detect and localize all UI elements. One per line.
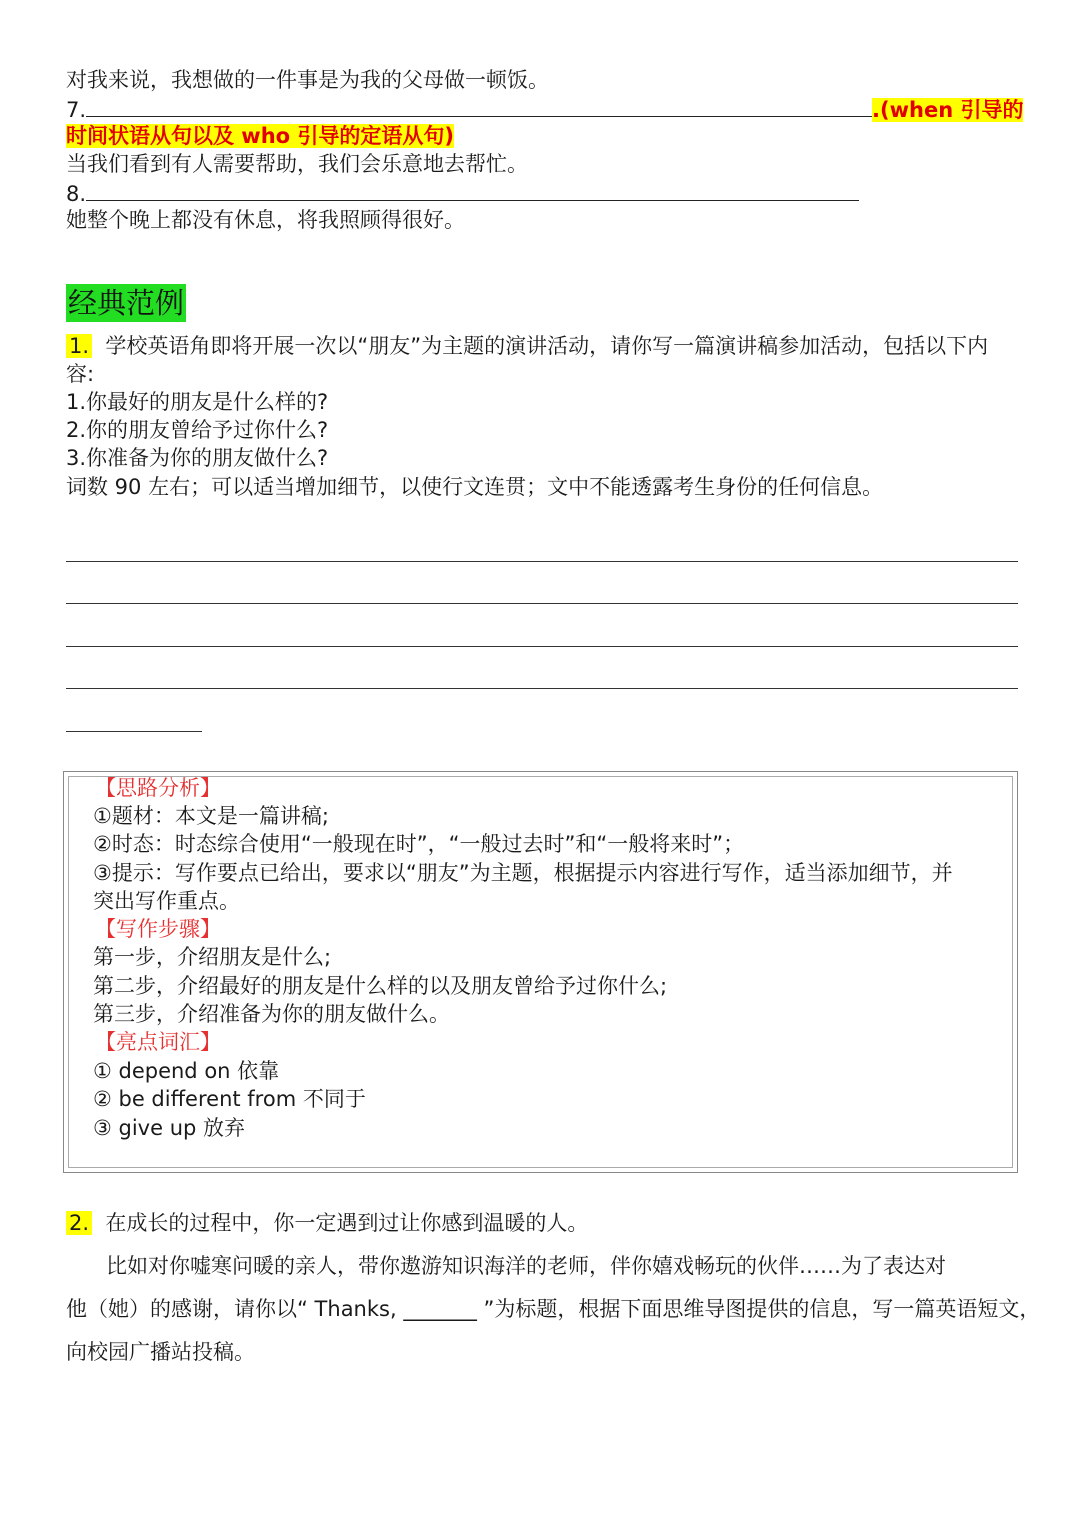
sentence-line-3: 当我们看到有人需要帮助，我们会乐意地去帮忙。 (66, 152, 528, 176)
question-7-answer-blank[interactable] (86, 94, 872, 117)
question-8-line (66, 178, 859, 208)
analysis-item-2: ②时态：时态综合使用“一般现在时”，“一般过去时”和“一般将来时”； (93, 832, 745, 856)
task1-number: 1. (66, 334, 92, 358)
task2-paragraph-line1: 比如对你嘘寒问暖的亲人，带你遨游知识海洋的老师，伴你嬉戏畅玩的伙伴……为了表达对 (106, 1254, 946, 1278)
section-title: 经典范例 (68, 286, 185, 320)
task2-number: 2. (66, 1211, 92, 1235)
task2-intro (66, 1209, 588, 1237)
question-8-number: 8. (66, 182, 87, 206)
question-7-line (66, 94, 1023, 124)
step-1: 第一步，介绍朋友是什么; (93, 945, 332, 969)
task1-requirement: 词数 90 左右；可以适当增加细节，以使行文连贯；文中不能透露考生身份的任何信息。 (66, 475, 884, 499)
task1-prompt-line2: 容: (66, 362, 95, 386)
question-7-note-line2: 时间状语从句以及 who 引导的定语从句) (66, 124, 454, 148)
step-2: 第二步，介绍最好的朋友是什么样的以及朋友曾给予过你什么; (93, 974, 668, 998)
analysis-heading-approach: 【思路分析】 (95, 776, 221, 800)
analysis-item-3: ③提示：写作要点已给出，要求以“朋友”为主题，根据提示内容进行写作，适当添加细节，并 (93, 861, 953, 885)
task2-intro-text: 在成长的过程中，你一定遇到过让你感到温暖的人。 (105, 1211, 589, 1235)
writing-line-1[interactable] (66, 561, 1018, 562)
vocab-item-1: ① depend on 依靠 (93, 1059, 280, 1083)
task1-prompt (66, 332, 988, 360)
task1-point-2: 2.你的朋友曾给予过你什么? (66, 418, 329, 442)
step-3: 第三步，介绍准备为你的朋友做什么。 (93, 1002, 450, 1026)
writing-line-3[interactable] (66, 646, 1018, 647)
writing-line-4[interactable] (66, 688, 1018, 689)
analysis-item-1: ①题材：本文是一篇讲稿; (93, 804, 329, 828)
vocab-item-3: ③ give up 放弃 (93, 1116, 246, 1140)
question-8-answer-blank[interactable] (86, 178, 859, 201)
analysis-item-3-continued: 突出写作重点。 (93, 889, 240, 913)
vocab-item-2: ② be different from 不同于 (93, 1087, 366, 1111)
task1-prompt-text: 学校英语角即将开展一次以“朋友”为主题的演讲活动，请你写一篇演讲稿参加活动，包括以下内 (105, 334, 989, 358)
task2-paragraph-line2: 他（她）的感谢，请你以“ Thanks, _______ ”为标题，根据下面思维导图提供的信息，写一篇英语短文， (66, 1297, 1041, 1321)
question-7-note-continued (66, 122, 454, 150)
sentence-line-5: 她整个晚上都没有休息，将我照顾得很好。 (66, 208, 465, 232)
question-7-number: 7. (66, 98, 87, 122)
sentence-line-1: 对我来说，我想做的一件事是为我的父母做一顿饭。 (66, 68, 549, 92)
writing-line-5[interactable] (66, 731, 202, 732)
task1-point-1: 1.你最好的朋友是什么样的? (66, 390, 329, 414)
analysis-heading-steps: 【写作步骤】 (95, 917, 221, 941)
question-7-note: .(when 引导的 (872, 98, 1024, 122)
analysis-heading-vocabulary: 【亮点词汇】 (95, 1030, 221, 1054)
task1-point-3: 3.你准备为你的朋友做什么? (66, 446, 329, 470)
task2-paragraph-line3: 向校园广播站投稿。 (66, 1340, 255, 1364)
writing-line-2[interactable] (66, 603, 1018, 604)
